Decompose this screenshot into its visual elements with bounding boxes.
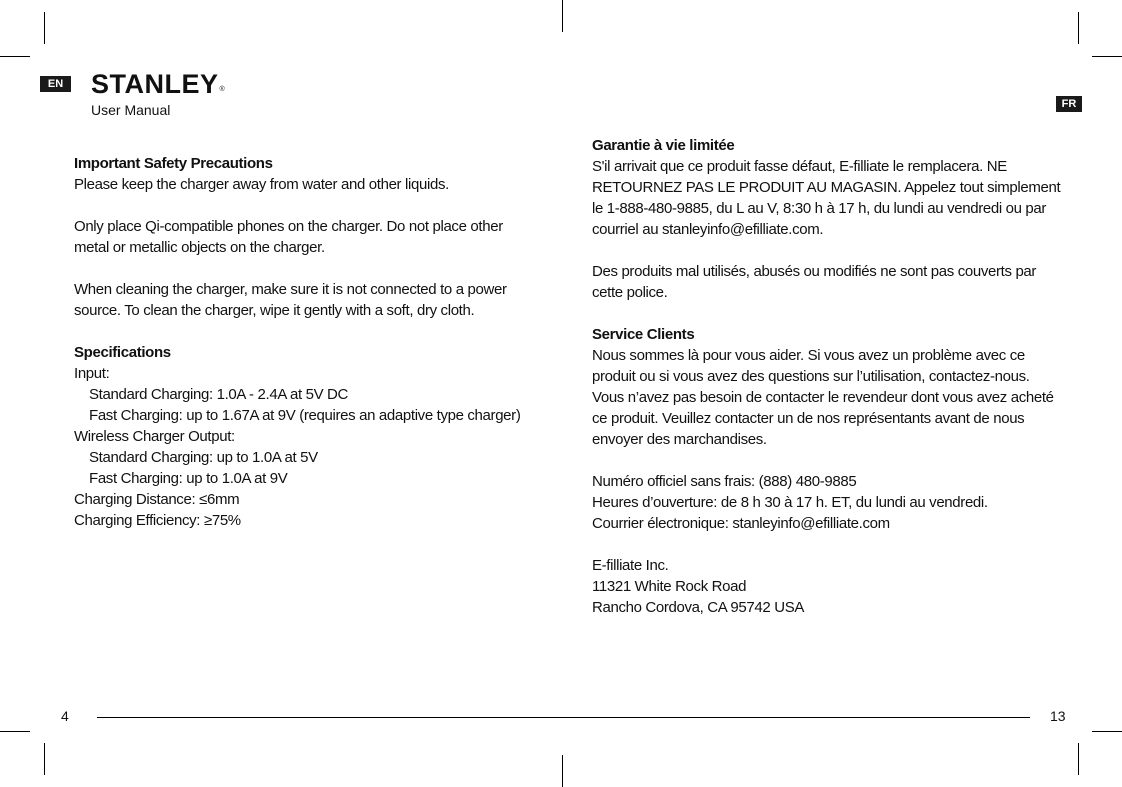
service-line: Nous sommes là pour vous aider. Si vous avez un problème avec ce bbox=[592, 347, 1025, 364]
service-line: Vous n’avez pas besoin de contacter le revendeur dont vous avez acheté bbox=[592, 389, 1054, 406]
spec-line: Standard Charging: 1.0A - 2.4A at 5V DC bbox=[89, 386, 349, 403]
crop-mark bbox=[0, 56, 30, 57]
manual-title: User Manual bbox=[91, 102, 171, 118]
crop-mark bbox=[562, 0, 563, 32]
crop-mark bbox=[1078, 743, 1079, 775]
warranty-note: Des produits mal utilisés, abusés ou modifiés ne sont pas couverts par bbox=[592, 263, 1037, 280]
crop-mark bbox=[562, 755, 563, 787]
service-line: ce produit. Veuillez contacter un de nos représentants avant de nous bbox=[592, 410, 1025, 427]
crop-mark bbox=[1092, 731, 1122, 732]
address-street: 11321 White Rock Road bbox=[592, 578, 747, 595]
warranty-line: courriel au stanleyinfo@efilliate.com. bbox=[592, 221, 824, 238]
safety-paragraph: source. To clean the charger, wipe it gently with a soft, dry cloth. bbox=[74, 302, 475, 319]
service-heading: Service Clients bbox=[592, 326, 695, 343]
brand-logo bbox=[91, 66, 225, 102]
safety-paragraph: When cleaning the charger, make sure it is not connected to a power bbox=[74, 281, 507, 298]
spec-line: Standard Charging: up to 1.0A at 5V bbox=[89, 449, 318, 466]
page-number-right: 13 bbox=[1050, 708, 1066, 724]
trademark-symbol: ® bbox=[219, 86, 226, 93]
warranty-line: RETOURNEZ PAS LE PRODUIT AU MAGASIN. Appelez tout simplement bbox=[592, 179, 1061, 196]
brand-name: STANLEY bbox=[91, 69, 219, 99]
french-column bbox=[592, 135, 1062, 618]
crop-mark bbox=[44, 743, 45, 775]
crop-mark bbox=[0, 731, 30, 732]
warranty-line: le 1-888-480-9885, du L au V, 8:30 h à 17 h, du lundi au vendredi ou par bbox=[592, 200, 1047, 217]
company-name: E-filliate Inc. bbox=[592, 557, 669, 574]
lang-badge-en: EN bbox=[40, 76, 71, 92]
spec-line: Charging Distance: ≤6mm bbox=[74, 491, 240, 508]
safety-paragraph: metal or metallic objects on the charger. bbox=[74, 239, 325, 256]
spec-line: Charging Efficiency: ≥75% bbox=[74, 512, 241, 529]
crop-mark bbox=[44, 12, 45, 44]
warranty-line: S'il arrivait que ce produit fasse défaut, E-filliate le remplacera. NE bbox=[592, 158, 1007, 175]
hours-line: Heures d’ouverture: de 8 h 30 à 17 h. ET, du lundi au vendredi. bbox=[592, 494, 988, 511]
address-city: Rancho Cordova, CA 95742 USA bbox=[592, 599, 804, 616]
service-line: produit ou si vous avez des questions sur l’utilisation, contactez-nous. bbox=[592, 368, 1030, 385]
spec-line: Input: bbox=[74, 365, 110, 382]
spec-line: Wireless Charger Output: bbox=[74, 428, 235, 445]
safety-paragraph: Only place Qi-compatible phones on the charger. Do not place other bbox=[74, 218, 503, 235]
page-number-left: 4 bbox=[61, 708, 69, 724]
english-column bbox=[74, 153, 544, 531]
crop-mark bbox=[1078, 12, 1079, 44]
spec-line: Fast Charging: up to 1.67A at 9V (requires an adaptive type charger) bbox=[89, 407, 521, 424]
service-line: envoyer des marchandises. bbox=[592, 431, 767, 448]
footer-divider bbox=[97, 717, 1030, 718]
email-line: Courrier électronique: stanleyinfo@efilliate.com bbox=[592, 515, 890, 532]
safety-paragraph: Please keep the charger away from water and other liquids. bbox=[74, 176, 449, 193]
specifications-heading: Specifications bbox=[74, 344, 171, 361]
crop-mark bbox=[1092, 56, 1122, 57]
warranty-note: cette police. bbox=[592, 284, 668, 301]
warranty-heading: Garantie à vie limitée bbox=[592, 137, 735, 154]
safety-heading: Important Safety Precautions bbox=[74, 155, 273, 172]
lang-badge-fr: FR bbox=[1056, 96, 1082, 112]
spec-line: Fast Charging: up to 1.0A at 9V bbox=[89, 470, 288, 487]
phone-line: Numéro officiel sans frais: (888) 480-9885 bbox=[592, 473, 857, 490]
